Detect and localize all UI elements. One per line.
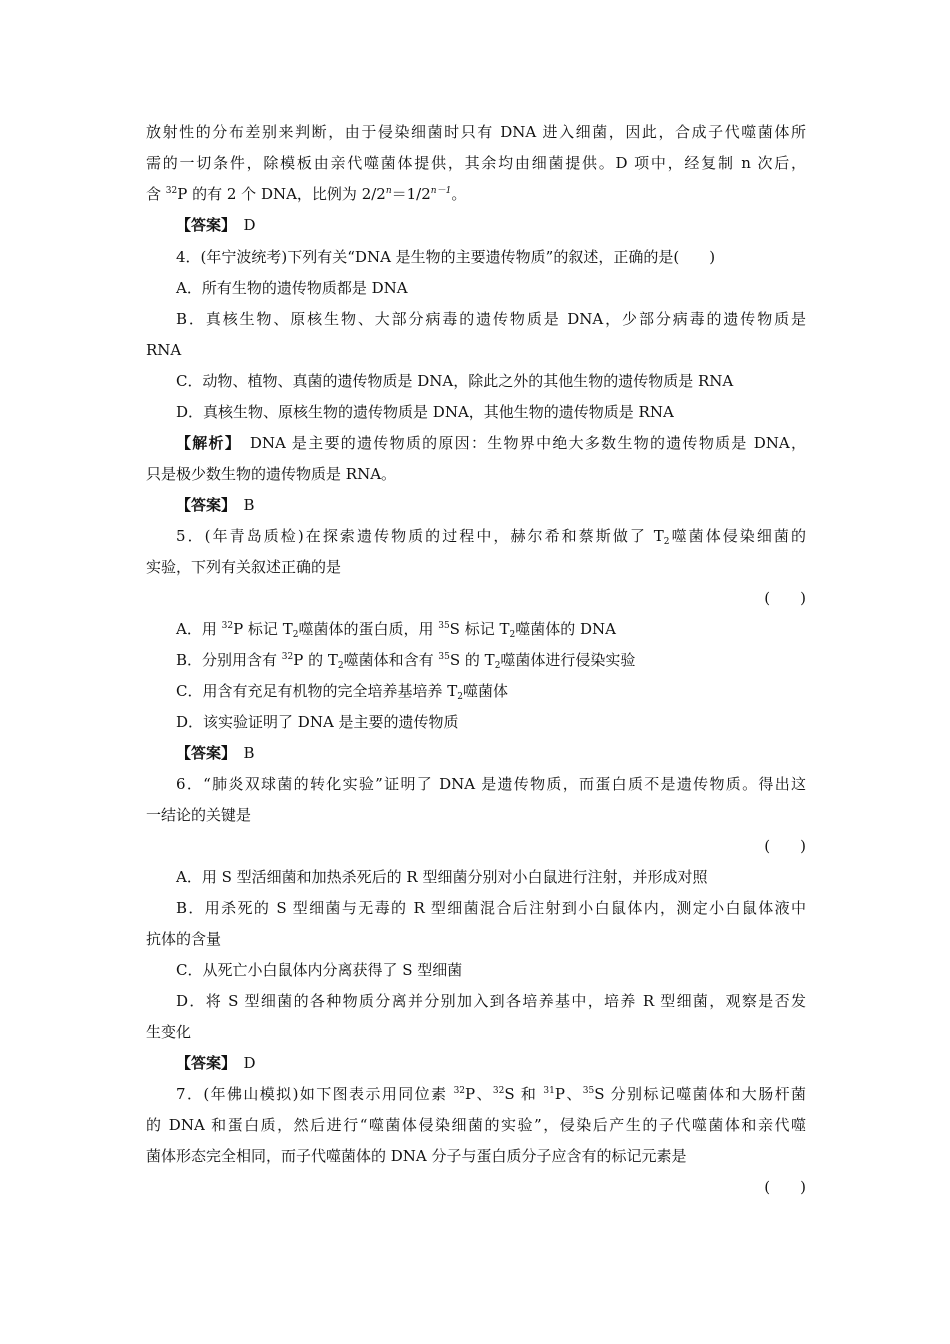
answer-blank: ( ) [764, 837, 806, 855]
option-b-cont: RNA [146, 341, 182, 359]
answer-line: 【答案】 B [176, 744, 255, 762]
question-6: 6．“肺炎双球菌的转化实验”证明了 DNA 是遗传物质，而蛋白质不是遗传物质。得出这 [176, 775, 806, 793]
analysis-line: 【解析】 DNA 是主要的遗传物质的原因：生物界中绝大多数生物的遗传物质是 DNA， [176, 434, 806, 452]
analysis-line-cont: 只是极少数生物的遗传物质是 RNA。 [146, 465, 397, 483]
option-a: A．用 S 型活细菌和加热杀死后的 R 型细菌分别对小白鼠进行注射，并形成对照 [176, 868, 708, 886]
answer-line: 【答案】 B [176, 496, 255, 514]
answer-blank: ( ) [764, 589, 806, 607]
question-7: 7．(年佛山模拟)如下图表示用同位素 $^{32}$P、$^{32}$S 和 $^{31}$P、$^{35}$S 分别标记噬菌体和大肠杆菌 [176, 1085, 807, 1103]
question-5-cont: 实验，下列有关叙述正确的是 [146, 558, 342, 576]
question-6-cont: 一结论的关键是 [146, 806, 252, 824]
option-d-cont: 生变化 [146, 1023, 192, 1041]
option-b: B．用杀死的 S 型细菌与无毒的 R 型细菌混合后注射到小白鼠体内，测定小白鼠体液中 [176, 899, 806, 917]
option-a: A．所有生物的遗传物质都是 DNA [176, 279, 408, 297]
option-b: B．分别用含有 $^{32}$P 的 $T_2$噬菌体和含有 $^{35}$S 的 $T_2$噬菌体进行侵染实验 [176, 651, 636, 671]
option-d: D．该实验证明了 DNA 是主要的遗传物质 [176, 713, 459, 731]
text-line: 需的一切条件，除模板由亲代噬菌体提供，其余均由细菌提供。D 项中，经复制 n 次后， [146, 154, 806, 172]
option-b: B．真核生物、原核生物、大部分病毒的遗传物质是 DNA，少部分病毒的遗传物质是 [176, 310, 806, 328]
answer-line: 【答案】 D [176, 216, 256, 234]
answer-line: 【答案】 D [176, 1054, 256, 1072]
option-d: D．将 S 型细菌的各种物质分离并分别加入到各培养基中，培养 R 型细菌，观察是否发 [176, 992, 806, 1010]
option-a: A．用 $^{32}$P 标记 $T_2$噬菌体的蛋白质，用 $^{35}$S 标记 $T_2$噬菌体的 DNA [176, 620, 616, 640]
question-7-cont: 的 DNA 和蛋白质，然后进行“噬菌体侵染细菌的实验”，侵染后产生的子代噬菌体和亲代噬 [146, 1116, 806, 1134]
option-d: D．真核生物、原核生物的遗传物质是 DNA，其他生物的遗传物质是 RNA [176, 403, 674, 421]
question-7-cont: 菌体形态完全相同，而子代噬菌体的 DNA 分子与蛋白质分子应含有的标记元素是 [146, 1147, 687, 1165]
option-c: C．用含有充足有机物的完全培养基培养 $T_2$噬菌体 [176, 682, 509, 702]
option-c: C．从死亡小白鼠体内分离获得了 S 型细菌 [176, 961, 463, 979]
question-4: 4．(年宁波统考)下列有关“DNA 是生物的主要遗传物质”的叙述，正确的是( ) [176, 248, 716, 266]
text-line: 放射性的分布差别来判断，由于侵染细菌时只有 DNA 进入细菌，因此，合成子代噬菌体所 [146, 123, 806, 141]
text-line: 含 $^{32}$P 的有 2 个 DNA，比例为 $2/2^n=1/2^{n-1}$。 [146, 185, 467, 203]
answer-blank: ( ) [764, 1178, 806, 1196]
question-5: 5．(年青岛质检)在探索遗传物质的过程中，赫尔希和蔡斯做了 $T_2$噬菌体侵染细菌的 [176, 527, 806, 547]
option-c: C．动物、植物、真菌的遗传物质是 DNA，除此之外的其他生物的遗传物质是 RNA [176, 372, 734, 390]
option-b-cont: 抗体的含量 [146, 930, 222, 948]
